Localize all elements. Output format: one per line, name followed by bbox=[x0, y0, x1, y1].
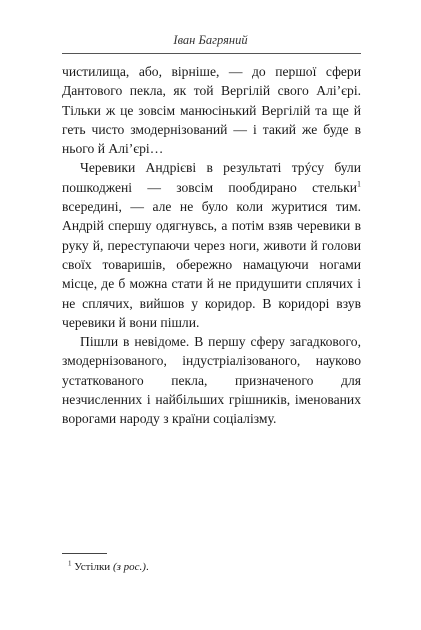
paragraph-3: Пішли в невідоме. В першу сферу загадкового, змодернізованого, індустріалізованого, науково устаткованого пекла, призначеного для незчисленних і найбільших грішників, іменованих ворогами народу з країни соціалізму. bbox=[62, 334, 361, 427]
paragraph-2-text-b: всередині, — але не було коли журитися тим. Андрій спершу одягнувсь, а потім взяв черевики в руку й, переступаючи через ноги, животи й голови своїх товаришів, обережно намацуючи ногами місце, де б можна стати й не придушити сплячих і не сплячих, вийшов у коридор. В коридорі взув черевики й вони пішли. bbox=[62, 199, 361, 330]
footnote-end: . bbox=[145, 561, 149, 573]
footnote-rule bbox=[62, 553, 107, 554]
paragraph-2-text-a: Черевики Андрієві в результаті трýсу були пошкоджені — зовсім пообдирано стельки bbox=[62, 160, 361, 195]
header-rule bbox=[62, 53, 361, 54]
footnote-note: (з рос.) bbox=[112, 561, 146, 573]
body-text bbox=[62, 62, 361, 429]
footnote-text: Устілки bbox=[71, 561, 113, 573]
footnote bbox=[68, 560, 149, 574]
footnote-mark: 1 bbox=[68, 559, 72, 568]
paragraph-1: чистилища, або, вірніше, — до першої сфери Дантового пекла, як той Вергілій свого Алі’єрі. Тільки ж це зовсім манюсінький Вергілій та ще й геть чисто змодернізований — і такий же буде в нього й Алі’єрі… bbox=[62, 64, 361, 157]
running-head-author: Іван Багряний bbox=[173, 33, 248, 47]
footnote-reference-mark[interactable]: 1 bbox=[357, 179, 361, 189]
paragraph-2 bbox=[62, 158, 361, 332]
